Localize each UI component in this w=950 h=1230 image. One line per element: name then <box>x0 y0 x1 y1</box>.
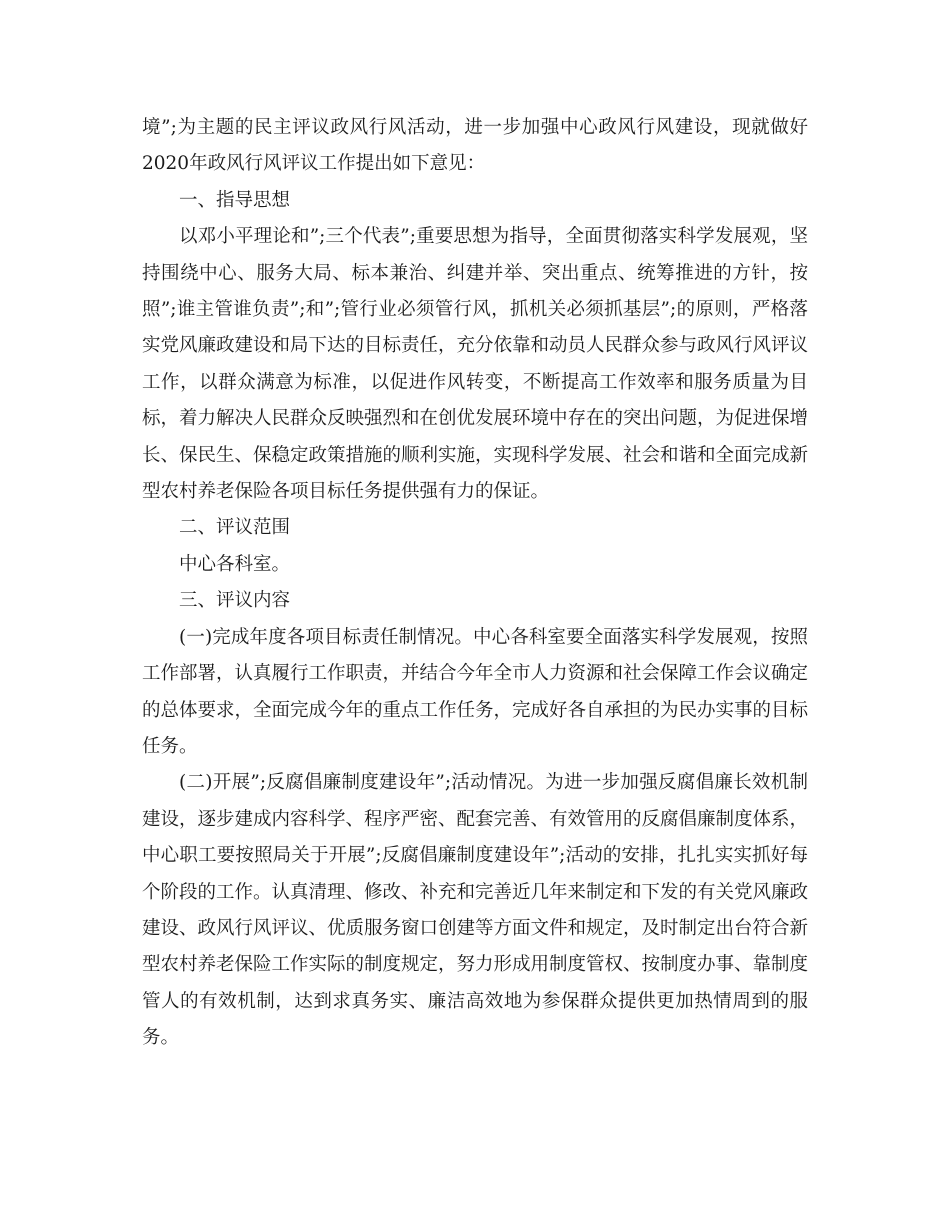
paragraph-content-item-2: (二)开展”;反腐倡廉制度建设年”;活动情况。为进一步加强反腐倡廉长效机制建设，逐步建成内容科学、程序严密、配套完善、有效管用的反腐倡廉制度体系，中心职工要按照局关于开展”;反腐倡廉制度建设年”;活动的安排，扎扎实实抓好每个阶段的工作。认真清理、修改、补充和完善近几年来制定和下发的有关党风廉政建设、政风行风评议、优质服务窗口创建等方面文件和规定，及时制定出台符合新型农村养老保险工作实际的制度规定，努力形成用制度管权、按制度办事、靠制度管人的有效机制，达到求真务实、廉洁高效地为参保群众提供更加热情周到的服务。 <box>142 772 809 1049</box>
paragraph-content-item-1: (一)完成年度各项目标责任制情况。中心各科室要全面落实科学发展观，按照工作部署，认真履行工作职责，并结合今年全市人力资源和社会保障工作会议确定的总体要求，全面完成今年的重点工作任务，完成好各自承担的为民办实事的目标任务。 <box>142 626 809 757</box>
section-heading-guiding-ideology: 一、指导思想 <box>179 189 291 211</box>
section-heading-evaluation-content: 三、评议内容 <box>179 590 291 612</box>
document-body <box>142 110 808 1057</box>
paragraph-intro-continuation: 境”;为主题的民主评议政风行风活动，进一步加强中心政风行风建设，现就做好2020年政风行风评议工作提出如下意见： <box>142 117 808 175</box>
paragraph-evaluation-scope: 中心各科室。 <box>179 553 291 575</box>
section-heading-evaluation-scope: 二、评议范围 <box>179 517 291 539</box>
paragraph-guiding-ideology: 以邓小平理论和”;三个代表”;重要思想为指导，全面贯彻落实科学发展观，坚持围绕中心、服务大局、标本兼治、纠建并举、突出重点、统筹推进的方针，按照”;谁主管谁负责”;和”;管行业必须管行风，抓机关必须抓基层”;的原则，严格落实党风廉政建设和局下达的目标责任，充分依靠和动员人民群众参与政风行风评议工作，以群众满意为标准，以促进作风转变，不断提高工作效率和服务质量为目标，着力解决人民群众反映强烈和在创优发展环境中存在的突出问题，为促进保增长、保民生、保稳定政策措施的顺利实施，实现科学发展、社会和谐和全面完成新型农村养老保险各项目标任务提供强有力的保证。 <box>142 226 809 503</box>
